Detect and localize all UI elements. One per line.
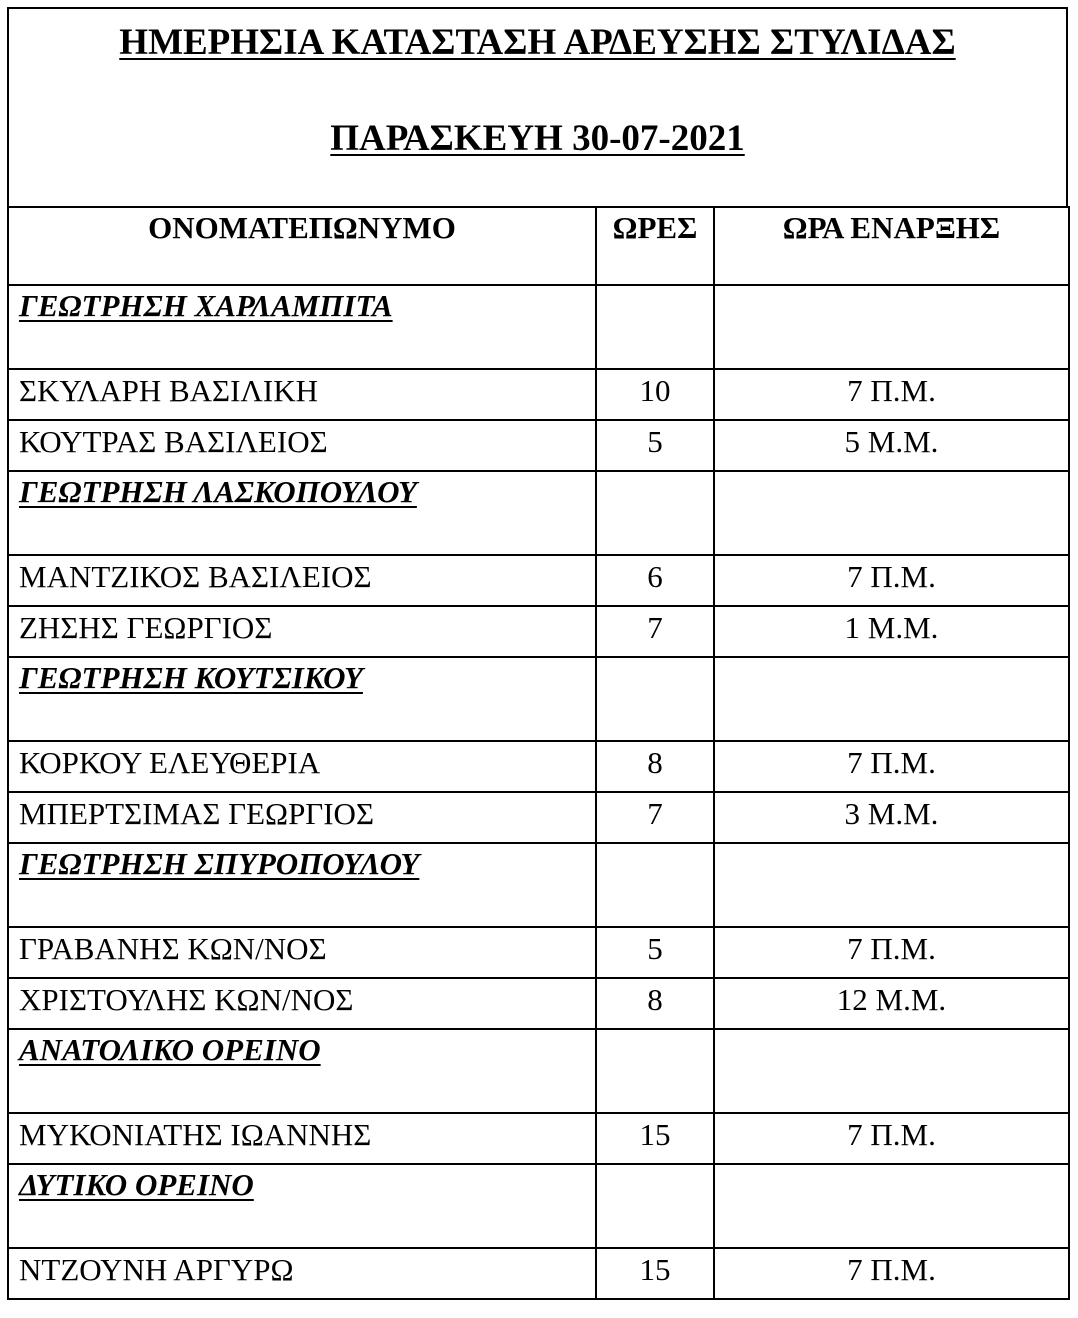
hours-cell: 6: [596, 555, 714, 606]
empty-cell: [714, 843, 1069, 927]
irrigation-schedule-document: [7, 7, 1068, 1300]
start-time-cell: 7 Π.Μ.: [714, 741, 1069, 792]
hours-cell: 5: [596, 420, 714, 471]
table-row: [8, 927, 1069, 978]
hours-cell: 15: [596, 1248, 714, 1299]
table-header-row: [8, 207, 1069, 285]
section-header-row: [8, 843, 1069, 927]
section-header-row: [8, 285, 1069, 369]
empty-cell: [596, 843, 714, 927]
section-title: ΔΥΤΙΚΟ ΟΡΕΙΝΟ: [8, 1164, 596, 1248]
column-header-hours: ΩΡΕΣ: [596, 207, 714, 285]
empty-cell: [596, 1164, 714, 1248]
hours-cell: 15: [596, 1113, 714, 1164]
hours-cell: 5: [596, 927, 714, 978]
person-name-cell: ΝΤΖΟΥΝΗ ΑΡΓΥΡΩ: [8, 1248, 596, 1299]
person-name-cell: ΖΗΣΗΣ ΓΕΩΡΓΙΟΣ: [8, 606, 596, 657]
table-row: [8, 741, 1069, 792]
table-row: [8, 369, 1069, 420]
hours-cell: 8: [596, 741, 714, 792]
empty-cell: [714, 657, 1069, 741]
person-name-cell: ΚΟΥΤΡΑΣ ΒΑΣΙΛΕΙΟΣ: [8, 420, 596, 471]
hours-cell: 7: [596, 792, 714, 843]
empty-cell: [714, 471, 1069, 555]
table-row: [8, 792, 1069, 843]
empty-cell: [596, 1029, 714, 1113]
document-date: ΠΑΡΑΣΚΕΥΗ 30-07-2021: [330, 118, 745, 159]
start-time-cell: 7 Π.Μ.: [714, 555, 1069, 606]
empty-cell: [596, 285, 714, 369]
start-time-cell: 5 Μ.Μ.: [714, 420, 1069, 471]
table-row: [8, 555, 1069, 606]
start-time-cell: 7 Π.Μ.: [714, 1248, 1069, 1299]
hours-cell: 10: [596, 369, 714, 420]
table-row: [8, 978, 1069, 1029]
table-row: [8, 1248, 1069, 1299]
table-row: [8, 1113, 1069, 1164]
start-time-cell: 7 Π.Μ.: [714, 927, 1069, 978]
table-row: [8, 606, 1069, 657]
column-header-start-time: ΩΡΑ ΕΝΑΡΞΗΣ: [714, 207, 1069, 285]
section-header-row: [8, 1164, 1069, 1248]
empty-cell: [714, 1164, 1069, 1248]
person-name-cell: ΜΠΕΡΤΣΙΜΑΣ ΓΕΩΡΓΙΟΣ: [8, 792, 596, 843]
column-header-name: ΟΝΟΜΑΤΕΠΩΝΥΜΟ: [8, 207, 596, 285]
empty-cell: [714, 285, 1069, 369]
hours-cell: 7: [596, 606, 714, 657]
table-row: [8, 420, 1069, 471]
start-time-cell: 7 Π.Μ.: [714, 1113, 1069, 1164]
person-name-cell: ΧΡΙΣΤΟΥΛΗΣ ΚΩΝ/ΝΟΣ: [8, 978, 596, 1029]
section-title: ΓΕΩΤΡΗΣΗ ΛΑΣΚΟΠΟΥΛΟΥ: [8, 471, 596, 555]
person-name-cell: ΜΑΝΤΖΙΚΟΣ ΒΑΣΙΛΕΙΟΣ: [8, 555, 596, 606]
start-time-cell: 3 Μ.Μ.: [714, 792, 1069, 843]
start-time-cell: 12 Μ.Μ.: [714, 978, 1069, 1029]
section-title: ΓΕΩΤΡΗΣΗ ΣΠΥΡΟΠΟΥΛΟΥ: [8, 843, 596, 927]
empty-cell: [714, 1029, 1069, 1113]
empty-cell: [596, 471, 714, 555]
section-header-row: [8, 657, 1069, 741]
section-title: ΓΕΩΤΡΗΣΗ ΚΟΥΤΣΙΚΟΥ: [8, 657, 596, 741]
empty-cell: [596, 657, 714, 741]
start-time-cell: 7 Π.Μ.: [714, 369, 1069, 420]
person-name-cell: ΣΚΥΛΑΡΗ ΒΑΣΙΛΙΚΗ: [8, 369, 596, 420]
person-name-cell: ΓΡΑΒΑΝΗΣ ΚΩΝ/ΝΟΣ: [8, 927, 596, 978]
section-header-row: [8, 471, 1069, 555]
start-time-cell: 1 Μ.Μ.: [714, 606, 1069, 657]
section-title: ΓΕΩΤΡΗΣΗ ΧΑΡΛΑΜΠΙΤΑ: [8, 285, 596, 369]
schedule-table: [7, 206, 1070, 1300]
section-title: ΑΝΑΤΟΛΙΚΟ ΟΡΕΙΝΟ: [8, 1029, 596, 1113]
person-name-cell: ΜΥΚΟΝΙΑΤΗΣ ΙΩΑΝΝΗΣ: [8, 1113, 596, 1164]
title-box: [7, 7, 1068, 206]
hours-cell: 8: [596, 978, 714, 1029]
section-header-row: [8, 1029, 1069, 1113]
person-name-cell: ΚΟΡΚΟΥ ΕΛΕΥΘΕΡΙΑ: [8, 741, 596, 792]
document-title: ΗΜΕΡΗΣΙΑ ΚΑΤΑΣΤΑΣΗ ΑΡΔΕΥΣΗΣ ΣΤΥΛΙΔΑΣ: [119, 22, 956, 63]
